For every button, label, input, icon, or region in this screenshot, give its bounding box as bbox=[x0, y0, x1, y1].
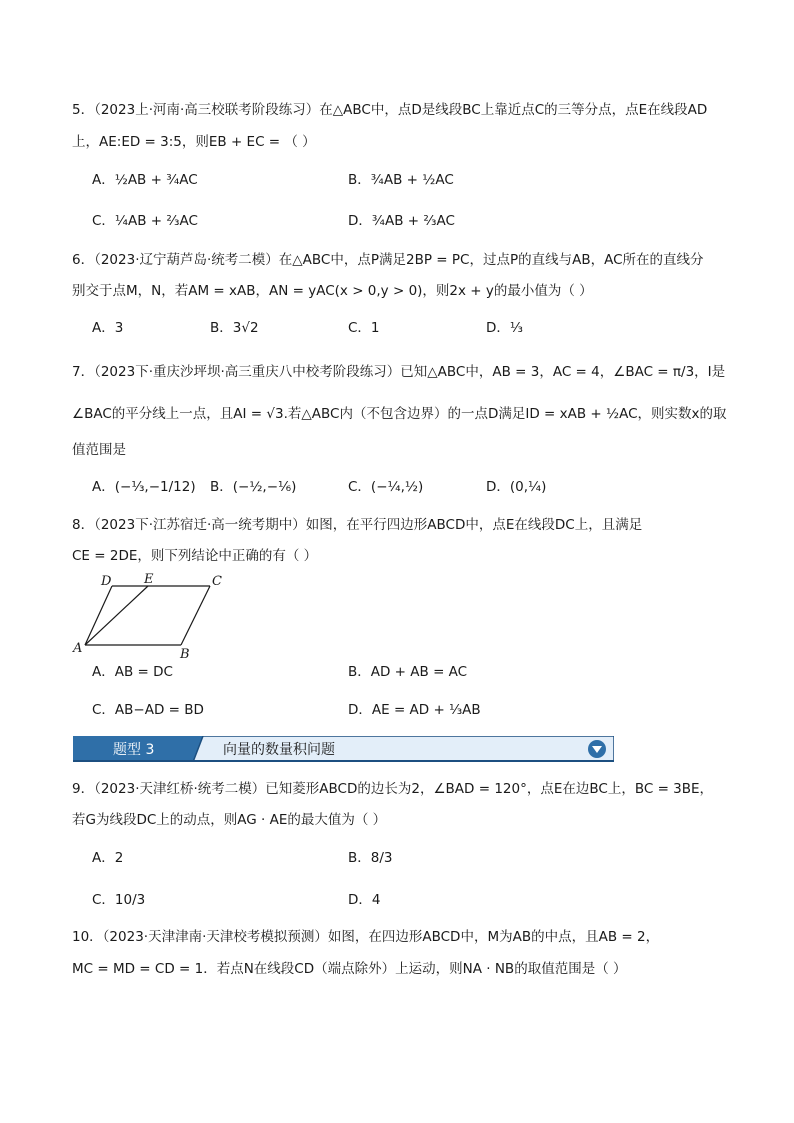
q9-line2: 若G为线段DC上的动点，则AG · AE的最大值为（ ） bbox=[72, 812, 387, 828]
q6-line2: 别交于点M，N，若AM = xAB，AN = yAC(x > 0,y > 0)，则2x + y的最小值为（ ） bbox=[72, 283, 593, 299]
q8-option-d: D．AE = AD + ⅓AB bbox=[348, 702, 481, 718]
q8-option-a: A．AB = DC bbox=[92, 664, 173, 680]
q6-option-d: D．⅓ bbox=[486, 320, 523, 336]
banner-label: 题型 3 bbox=[113, 742, 155, 758]
q9-line1: 9．（2023·天津红桥·统考二模）已知菱形ABCD的边长为2，∠BAD = 120°，点E在边BC上，BC = 3BE， bbox=[72, 781, 714, 797]
q7-option-a: A．(−⅓,−1/12) bbox=[92, 479, 196, 495]
q5-line1: 5．（2023上·河南·高三校联考阶段练习）在△ABC中，点D是线段BC上靠近点C的三等分点，点E在线段AD bbox=[72, 102, 708, 118]
q8-line2: CE = 2DE，则下列结论中正确的有（ ） bbox=[72, 548, 318, 564]
label-d: D bbox=[101, 574, 112, 589]
q10-line2: MC = MD = CD = 1．若点N在线段CD（端点除外）上运动，则NA · NB的取值范围是（ ） bbox=[72, 961, 627, 977]
q8-line1: 8．（2023下·江苏宿迁·高一统考期中）如图，在平行四边形ABCD中，点E在线段DC上，且满足 bbox=[72, 517, 643, 533]
q7-option-c: C．(−¼,½) bbox=[348, 479, 424, 495]
label-e: E bbox=[144, 572, 154, 587]
q5-option-c: C．¼AB + ⅔AC bbox=[92, 213, 198, 229]
q9-option-b: B．8/3 bbox=[348, 850, 393, 866]
q9-option-a: A．2 bbox=[92, 850, 124, 866]
q5-option-b: B．¾AB + ½AC bbox=[348, 172, 454, 188]
q9-option-c: C．10/3 bbox=[92, 892, 146, 908]
section-banner bbox=[73, 736, 614, 762]
segment-ae bbox=[85, 586, 148, 645]
q5-option-a: A．½AB + ¾AC bbox=[92, 172, 198, 188]
q9-option-d: D．4 bbox=[348, 892, 381, 908]
q7-option-b: B．(−½,−⅙) bbox=[210, 479, 297, 495]
q10-line1: 10．（2023·天津津南·天津校考模拟预测）如图，在四边形ABCD中，M为AB的中点，且AB = 2， bbox=[72, 929, 660, 945]
q6-line1: 6．（2023·辽宁葫芦岛·统考二模）在△ABC中，点P满足2BP = PC，过点P的直线与AB，AC所在的直线分 bbox=[72, 252, 704, 268]
label-c: C bbox=[212, 574, 222, 589]
q7-line3: 值范围是 bbox=[72, 442, 126, 458]
edge-cb bbox=[181, 586, 210, 645]
label-b: B bbox=[180, 647, 190, 658]
q5-option-d: D．¾AB + ⅔AC bbox=[348, 213, 455, 229]
edge-ad bbox=[85, 586, 112, 645]
q7-option-d: D．(0,¼) bbox=[486, 479, 547, 495]
q5-line2: 上，AE:ED = 3:5，则EB + EC = （ ） bbox=[72, 134, 316, 150]
q6-option-c: C．1 bbox=[348, 320, 380, 336]
label-a: A bbox=[73, 641, 83, 656]
q8-option-c: C．AB−AD = BD bbox=[92, 702, 204, 718]
q8-option-b: B．AD + AB = AC bbox=[348, 664, 468, 680]
q7-line2: ∠BAC的平分线上一点，且AI = √3.若△ABC内（不包含边界）的一点D满足ID = xAB + ½AC，则实数x的取 bbox=[72, 406, 727, 422]
banner-title: 向量的数量积问题 bbox=[223, 742, 335, 758]
q6-option-a: A．3 bbox=[92, 320, 124, 336]
q7-line1: 7．（2023下·重庆沙坪坝·高三重庆八中校考阶段练习）已知△ABC中，AB = 3，AC = 4，∠BAC = π/3，I是 bbox=[72, 364, 726, 380]
q6-option-b: B．3√2 bbox=[210, 320, 259, 336]
parallelogram-figure bbox=[70, 572, 230, 658]
